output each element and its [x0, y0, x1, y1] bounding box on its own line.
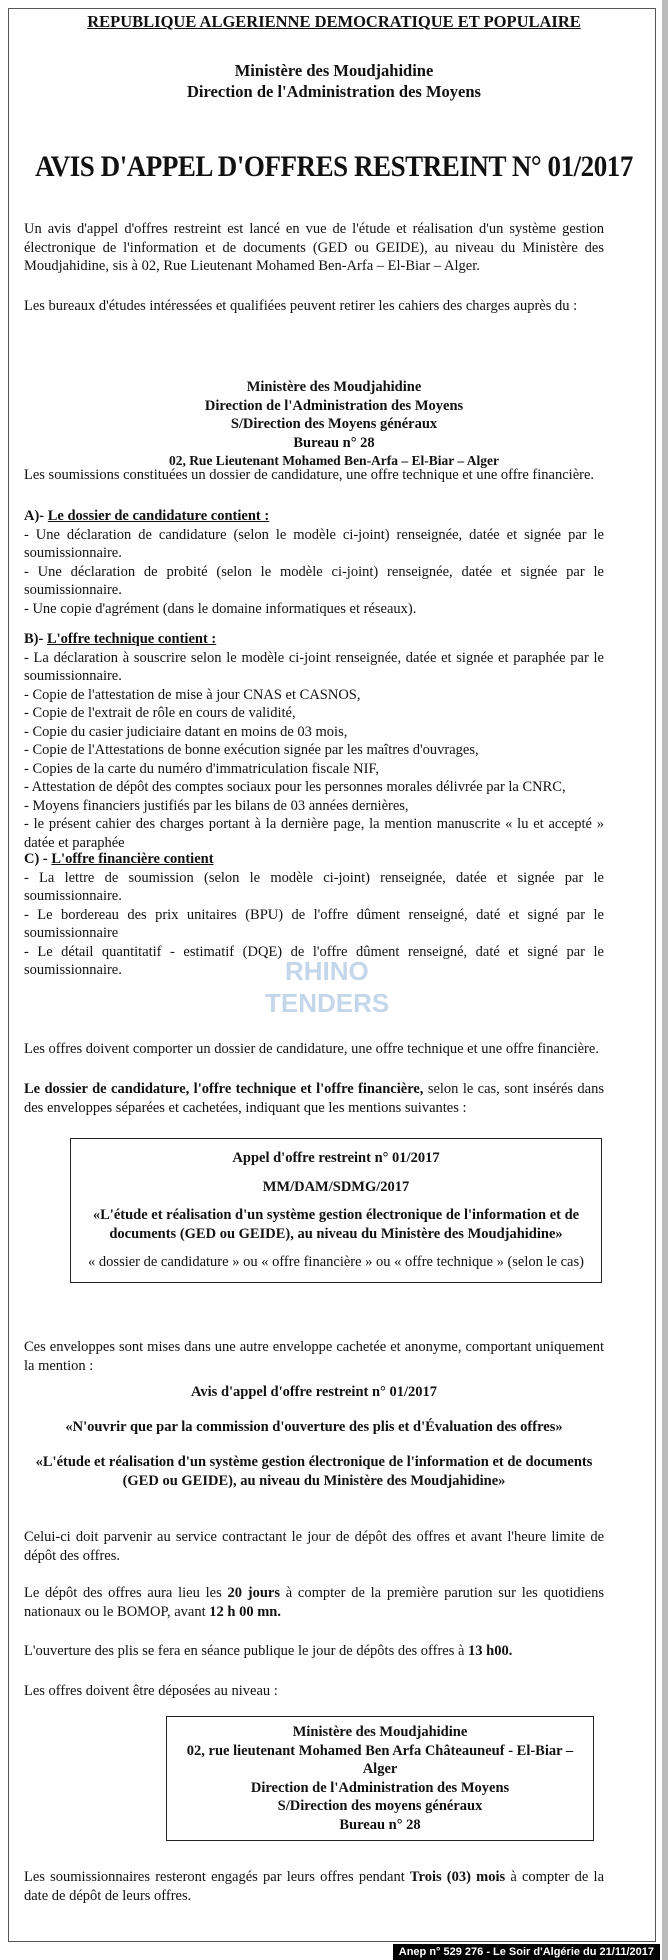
mention-line-1: Avis d'appel d'offre restreint n° 01/2017 — [191, 1384, 437, 1400]
address-block-2 — [166, 1716, 594, 1841]
section-b-heading: B)- L'offre technique contient : — [24, 631, 217, 647]
section-b-item: - Copie de l'attestation de mise à jour CNAS et CASNOS, — [24, 686, 361, 703]
notice-title: AVIS D'APPEL D'OFFRES RESTREINT N° 01/2017 — [35, 150, 633, 183]
ministry-header — [0, 60, 668, 102]
republic-header: REPUBLIQUE ALGERIENNE DEMOCRATIQUE ET POPULAIRE — [87, 12, 581, 31]
ministry-name: Ministère des Moudjahidine — [234, 61, 434, 80]
section-a-heading: A)- Le dossier de candidature contient : — [24, 508, 270, 524]
address2-line: 02, rue lieutenant Mohamed Ben Arfa Châteauneuf - El-Biar – Alger — [186, 1742, 574, 1777]
section-b — [24, 630, 604, 852]
section-c-item: - La lettre de soumission (selon le modèle ci-joint) renseignée, datée et signée par le soumissionnaire. — [24, 869, 604, 904]
address1-line: Bureau n° 28 — [293, 434, 375, 451]
section-a-item: - Une déclaration de candidature (selon le modèle ci-joint) renseignée, datée et signée par le soumissionnaire. — [24, 526, 604, 561]
section-a-item: - Une copie d'agrément (dans le domaine informatiques et réseaux). — [24, 600, 417, 617]
mention-line-2: «N'ouvrir que par la commission d'ouverture des plis et d'Évaluation des offres» — [65, 1419, 563, 1435]
section-b-item: - le présent cahier des charges portant à la dernière page, la mention manuscrite « lu et accepté » datée et paraphée — [24, 816, 604, 851]
watermark-text-2: TENDERS — [265, 988, 390, 1018]
section-a — [24, 507, 604, 618]
section-b-item: - La déclaration à souscrire selon le modèle ci-joint renseignée, datée et signée et paraphée par le soumissionnaire. — [24, 649, 604, 684]
mention-line-3: «L'étude et réalisation d'un système gestion électronique de l'information et de documents (GED ou GEIDE), au niveau du Ministère des Moudjahidine» — [35, 1454, 593, 1489]
address-block-1 — [0, 378, 668, 471]
direction-name: Direction de l'Administration des Moyens — [187, 82, 481, 101]
envelope-label-box — [70, 1138, 602, 1283]
envelope-paragraph: Ces enveloppes sont mises dans une autre enveloppe cachetée et anonyme, comportant uniquement la mention : — [24, 1339, 604, 1374]
delivery-paragraph: Celui-ci doit parvenir au service contractant le jour de dépôt des offres et avant l'heure limite de dépôt des offres. — [24, 1529, 604, 1564]
withdraw-paragraph: Les bureaux d'études intéressées et qualifiées peuvent retirer les cahiers des charges auprès du : — [24, 298, 578, 314]
section-b-item: - Copie de l'extrait de rôle en cours de validité, — [24, 705, 296, 721]
section-c-heading: C) - L'offre financière contient — [24, 851, 214, 867]
section-b-item: - Copie du casier judiciaire datant en moins de 03 mois, — [24, 723, 348, 740]
address2-line: S/Direction des moyens généraux — [277, 1798, 483, 1814]
deposit-paragraph: Le dépôt des offres aura lieu les 20 jours à compter de la première parution sur les quotidiens nationaux ou le BOMOP, avant 12 h 00 mn. — [24, 1585, 604, 1620]
box-subject: «L'étude et réalisation d'un système gestion électronique de l'information et de documents (GED ou GEIDE), au niveau du Ministère des Moudjahidine» — [92, 1207, 580, 1242]
address1-line: S/Direction des Moyens généraux — [230, 416, 438, 432]
section-a-item: - Une déclaration de probité (selon le modèle ci-joint) renseignée, datée et signée par le soumissionnaire. — [24, 563, 604, 598]
scan-edge — [662, 0, 668, 1960]
box-mentions: « dossier de candidature » ou « offre financière » ou « offre technique » (selon le cas) — [88, 1254, 584, 1270]
address2-line: Bureau n° 28 — [339, 1816, 421, 1833]
publication-footer: Anep n° 529 276 - Le Soir d'Algérie du 21/11/2017 — [393, 1944, 660, 1960]
box-reference: MM/DAM/SDMG/2017 — [262, 1178, 410, 1195]
opening-paragraph: L'ouverture des plis se fera en séance publique le jour de dépôts des offres à 13 h00. — [24, 1643, 513, 1659]
section-c-item: - Le détail quantitatif - estimatif (DQE) de l'offre dûment renseigné, daté et signé par le soumissionnaire. — [24, 943, 604, 978]
watermark-text: RHINO — [285, 956, 369, 986]
rhino-tenders-watermark — [215, 950, 485, 1020]
section-b-item: - Copies de la carte du numéro d'immatriculation fiscale NIF, — [24, 760, 379, 777]
address1-line: 02, Rue Lieutenant Mohamed Ben-Arfa – El-Biar – Alger — [168, 453, 500, 468]
deposit-place-paragraph: Les offres doivent être déposées au niveau : — [24, 1683, 278, 1699]
intro-paragraph: Un avis d'appel d'offres restreint est lancé en vue de l'étude et réalisation d'un système gestion électronique de l'information et de documents (GED ou GEIDE), au niveau du Ministère des Moudjahidine, sis à 02, Rue Lieutenant Mohamed Ben-Arfa – El-Biar – Alger. — [24, 221, 604, 274]
offers-paragraph: Les offres doivent comporter un dossier de candidature, une offre technique et une offre financière. — [24, 1041, 599, 1057]
section-c-item: - Le bordereau des prix unitaires (BPU) de l'offre dûment renseigné, daté et signé par le soumissionnaire — [24, 906, 604, 941]
address2-line: Direction de l'Administration des Moyens — [250, 1779, 510, 1796]
box-title: Appel d'offre restreint n° 01/2017 — [232, 1150, 440, 1166]
engagement-paragraph: Les soumissionnaires resteront engagés par leurs offres pendant Trois (03) mois à compter de la date de dépôt de leurs offres. — [24, 1869, 605, 1904]
section-b-item: - Copie de l'Attestations de bonne exécution signée par les maîtres d'ouvrages, — [24, 742, 479, 758]
section-b-item: - Moyens financiers justifiés par les bilans de 03 années dernières, — [24, 797, 409, 814]
address1-line: Ministère des Moudjahidine — [246, 379, 422, 395]
envelopes-paragraph: Le dossier de candidature, l'offre technique et l'offre financière, selon le cas, sont insérés dans des enveloppes séparées et cachetées, indiquant que les mentions suivantes : — [24, 1081, 604, 1116]
address2-line: Ministère des Moudjahidine — [292, 1724, 468, 1740]
submissions-paragraph: Les soumissions constituées un dossier de candidature, une offre technique et une offre financière. — [24, 467, 595, 483]
address1-line: Direction de l'Administration des Moyens — [204, 397, 464, 414]
section-b-item: - Attestation de dépôt des comptes sociaux pour les personnes morales délivrée par la CNRC, — [24, 779, 566, 795]
